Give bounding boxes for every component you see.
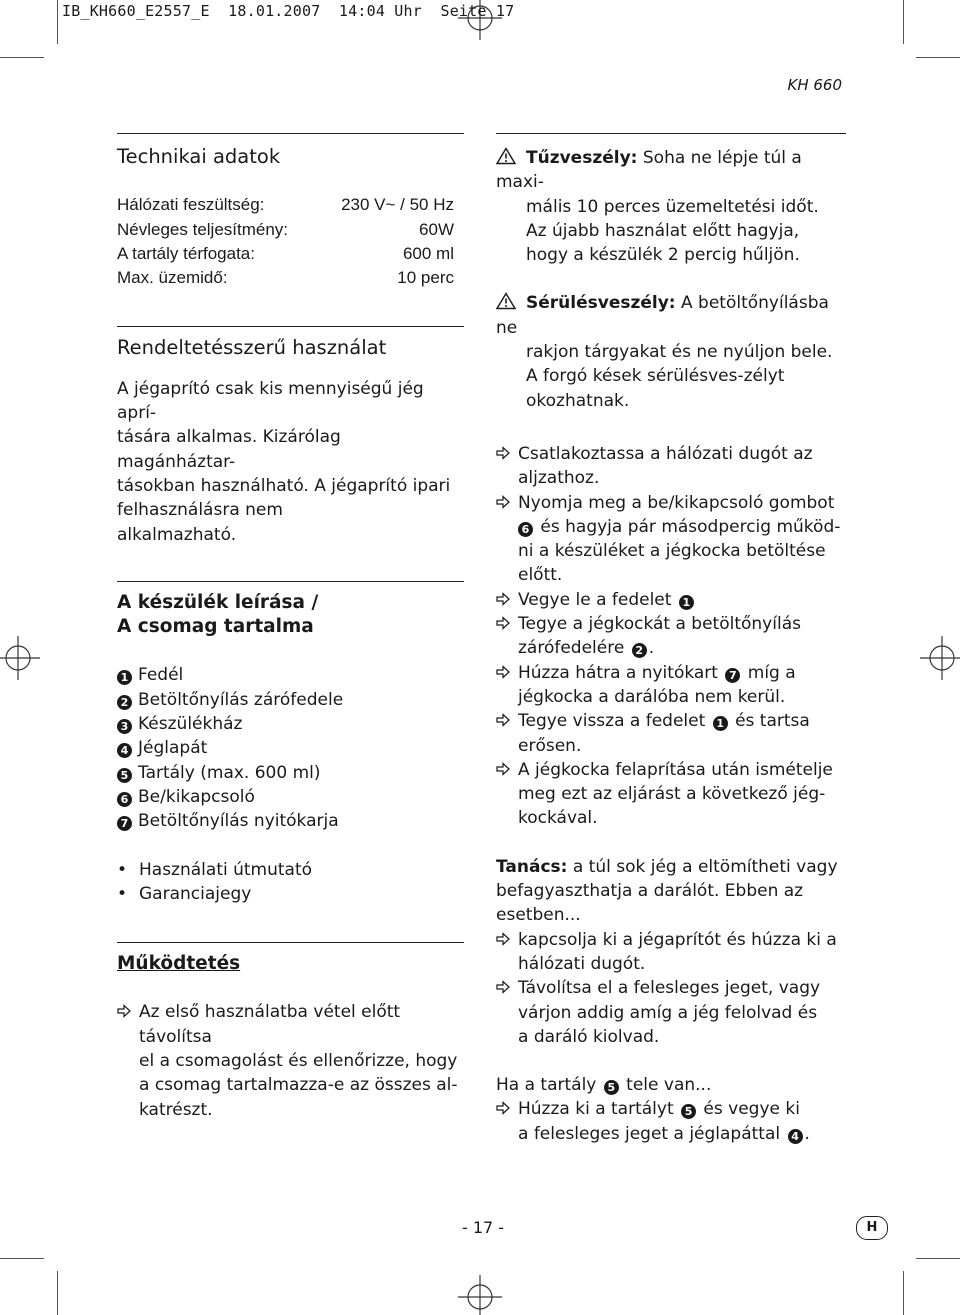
crop-mark <box>903 0 904 44</box>
section-rule <box>496 133 846 134</box>
model-name: KH 660 <box>787 76 842 94</box>
crop-mark <box>916 1258 960 1259</box>
contents-title: A csomag tartalma <box>117 616 314 638</box>
warning-icon <box>496 292 516 310</box>
list-item: A jégkocka felaprítása után ismételje <box>496 758 846 782</box>
spec-row: Max. üzemidő: 10 perc <box>117 268 454 288</box>
spec-row: A tartály térfogata: 600 ml <box>117 243 454 263</box>
intended-use-text: A jégaprító csak kis mennyiségű jég aprí- tására alkalmas. Kizárólag magánháztar- tásokban használható. A jégaprító ipari felhasználásra nem alkalmazható. <box>117 378 451 545</box>
arrow-right-icon <box>496 980 510 994</box>
spec-row: Névleges teljesítmény: 60W <box>117 219 454 239</box>
parts-list <box>117 663 464 833</box>
registration-mark-icon <box>458 1275 502 1315</box>
print-header: IB_KH660_E2557_E 18.01.2007 14:04 Uhr Seite 17 <box>62 2 515 20</box>
list-item: Tegye vissza a fedelet 1 és tartsa <box>496 709 846 733</box>
list-item: Nyomja meg a be/kikapcsoló gombot <box>496 491 846 515</box>
list-item: 5 Tartály (max. 600 ml) <box>117 761 464 785</box>
left-column <box>117 133 464 1122</box>
bullet-icon: • <box>117 883 128 904</box>
list-item: 2 Betöltőnyílás zárófedele <box>117 688 464 712</box>
arrow-right-icon <box>496 592 510 606</box>
specs-table <box>117 193 464 290</box>
section-rule <box>117 942 464 943</box>
section-rule <box>117 133 464 134</box>
tip-block: Tanács: a túl sok jég a eltömítheti vagy befagyaszthatja a darálót. Ebben az esetben... kapcsolja ki a jégaprítót és húzza ki a hálózati dugót. Távolítsa el a felesleges jeget, vagy várjon addig amíg a jég felolvad és a daráló kiolvad. <box>496 855 846 1049</box>
registration-mark-icon <box>920 636 960 680</box>
extras-list <box>117 858 464 907</box>
crop-mark <box>0 57 44 58</box>
arrow-right-icon <box>496 932 510 946</box>
list-item: Távolítsa el a felesleges jeget, vagy <box>496 976 846 1000</box>
crop-mark <box>916 57 960 58</box>
steps-list: Csatlakoztassa a hálózati dugót az aljzathoz. Nyomja meg a be/kikapcsoló gombot 6 és hagyja pár másodpercig működ- ni a készüléket a jégkocka betöltése előtt. Vegye le a fedelet 1 Tegye a jégkockát a betöltőnyílás zárófedelére 2 . Húzza hátra a nyitókart 7 míg a jégkocka a darálóba nem kerül. Tegye vissza a fedelet 1 és tartsa erősen. A jégkocka felaprítása után ismételje meg ezt az eljárást a következő jég- kockával. <box>496 442 846 831</box>
arrow-right-icon <box>496 762 510 776</box>
warning-icon <box>496 147 516 165</box>
arrow-right-icon <box>496 495 510 509</box>
list-item: 6 Be/kikapcsoló <box>117 785 464 809</box>
arrow-right-icon <box>117 1004 131 1018</box>
crop-mark <box>57 1271 58 1315</box>
list-item: 3 Készülékház <box>117 712 464 736</box>
intended-use-title: Rendeltetésszerű használat <box>117 336 387 360</box>
arrow-right-icon <box>496 665 510 679</box>
list-item: • Használati útmutató <box>117 858 464 882</box>
contents-title: A készülék leírása / <box>117 591 319 613</box>
arrow-right-icon <box>496 713 510 727</box>
list-item: Húzza ki a tartályt 5 és vegye ki <box>496 1097 846 1121</box>
crop-mark <box>57 0 58 44</box>
operation-title: Működtetés <box>117 953 241 975</box>
list-item: Tegye a jégkockát a betöltőnyílás <box>496 612 846 636</box>
list-item: 4 Jéglapát <box>117 736 464 760</box>
list-item: Vegye le a fedelet 1 <box>496 588 846 612</box>
list-item: kapcsolja ki a jégaprítót és húzza ki a <box>496 928 846 952</box>
page-number: - 17 - <box>462 1218 505 1237</box>
specs-title: Technikai adatok <box>117 145 281 168</box>
crop-mark <box>903 1271 904 1315</box>
full-tank-block: Ha a tartály 5 tele van... Húzza ki a tartályt 5 és vegye ki a felesleges jeget a jéglapáttal 4 . <box>496 1073 846 1146</box>
country-flag-badge: H <box>856 1216 888 1240</box>
list-item: Csatlakoztassa a hálózati dugót az <box>496 442 846 466</box>
warning-fire: Tűzveszély: Soha ne lépje túl a maxi- mális 10 perces üzemeltetési időt. Az újabb használat előtt hagyja, hogy a készülék 2 percig hűljön. <box>496 148 819 266</box>
crop-mark <box>0 1258 44 1259</box>
section-rule <box>117 326 464 327</box>
operation-step: Az első használatba vétel előtt távolítsa el a csomagolást és ellenőrizze, hogy a csomag tartalmazza-e az összes al- katrészt. <box>117 1000 464 1121</box>
arrow-right-icon <box>496 1101 510 1115</box>
bullet-icon: • <box>117 859 128 880</box>
arrow-right-icon <box>496 616 510 630</box>
registration-mark-icon <box>0 636 40 680</box>
list-item: 1 Fedél <box>117 663 464 687</box>
list-item: 7 Betöltőnyílás nyitókarja <box>117 809 464 833</box>
spec-row: Hálózati feszültség: 230 V~ / 50 Hz <box>117 195 454 215</box>
right-column <box>496 133 846 1146</box>
list-item: • Garanciajegy <box>117 882 464 906</box>
list-item: Húzza hátra a nyitókart 7 míg a <box>496 661 846 685</box>
arrow-right-icon <box>496 446 510 460</box>
warning-injury: Sérülésveszély: A betöltőnyílásba ne rakjon tárgyakat és ne nyúljon bele. A forgó kések sérülésves-zélyt okozhatnak. <box>496 293 833 411</box>
section-rule <box>117 581 464 582</box>
